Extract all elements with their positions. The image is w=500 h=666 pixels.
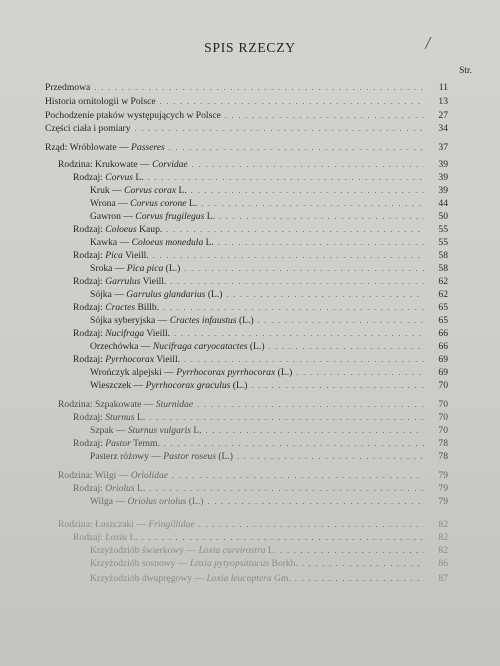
entry-text: (L.) (215, 451, 233, 462)
toc-entry (90, 262, 448, 275)
page-number: 62 (438, 276, 448, 287)
dot-leader (199, 518, 424, 531)
page-column-header: Str. (459, 66, 472, 76)
dot-leader (226, 288, 424, 301)
toc-entry (90, 314, 448, 327)
dot-leader (163, 301, 424, 314)
toc-entry (73, 275, 448, 288)
entry-text: L. (191, 425, 202, 436)
entry-text: Sójka syberyjska — (90, 315, 170, 326)
toc-entry (90, 197, 448, 210)
page-number: 39 (438, 159, 448, 170)
dot-leader (149, 482, 424, 495)
latin-name: Loxia curvirostra (198, 545, 266, 556)
toc-entry-title (90, 288, 222, 301)
latin-name: Cractes (105, 302, 136, 313)
toc-entry-title (45, 81, 90, 94)
entry-text: Przedmowa (45, 82, 91, 93)
entry-text: Krzyżodziób świerkowy — (90, 545, 199, 556)
dot-leader (148, 171, 424, 184)
latin-name: Sturnus (105, 412, 135, 423)
dot-leader (170, 275, 424, 288)
latin-name: Fringillidae (148, 519, 195, 530)
latin-name: Oriolus (105, 483, 135, 494)
toc-entry (90, 236, 448, 249)
latin-name: Passeres (131, 142, 165, 153)
latin-name: Sturnidae (155, 399, 194, 410)
entry-text: Wrończyk alpejski — (90, 367, 177, 378)
entry-text: Rodzaj: (73, 276, 106, 287)
page-number: 11 (438, 82, 448, 93)
toc-entry-title (90, 340, 265, 353)
dot-leader (184, 353, 424, 366)
toc-entry (90, 184, 448, 197)
dot-leader (142, 531, 424, 544)
entry-text: Vieill. (122, 250, 149, 261)
toc-entry-title (58, 158, 188, 171)
page-number: 39 (438, 185, 448, 196)
toc-entry (73, 171, 448, 184)
entry-text: Rodzaj: (73, 250, 106, 261)
entry-text: Rodzaj: (73, 172, 106, 183)
page-number: 78 (438, 451, 448, 462)
latin-name: Corvidae (152, 159, 188, 170)
toc-entry (90, 288, 448, 301)
dot-leader (280, 544, 424, 557)
toc-entry-title (58, 469, 168, 482)
entry-text: Rodzaj: (73, 438, 106, 449)
toc-entry (73, 437, 448, 450)
entry-text: (L.) (236, 315, 254, 326)
toc-entry-title (73, 327, 170, 340)
toc-entry-title (73, 249, 149, 262)
latin-name: Pyrrhocorax pyrrhocorax (176, 367, 276, 378)
toc-entry-title (58, 398, 193, 411)
toc-entry (90, 340, 448, 353)
toc-entry-title (45, 95, 156, 108)
toc-entry (90, 379, 448, 392)
entry-text: L. (186, 198, 198, 209)
dot-leader (164, 437, 424, 450)
page-number: 58 (438, 250, 448, 261)
toc-entry-title (90, 262, 180, 275)
dot-leader (184, 262, 424, 275)
entry-text: Kruk — (90, 185, 125, 196)
toc-entry-title (90, 424, 202, 437)
toc-entry (73, 249, 448, 262)
dot-leader (251, 379, 424, 392)
dot-leader (169, 141, 424, 154)
dot-leader (197, 398, 424, 411)
page-number: 66 (438, 341, 448, 352)
entry-text: Gm. (271, 573, 291, 584)
page-number: 78 (438, 438, 448, 449)
dot-leader (295, 572, 424, 585)
entry-text: Historia ornitologii w Polsce (45, 96, 156, 107)
dot-leader (207, 495, 424, 508)
toc-entry-title (90, 495, 203, 508)
toc-entry-title (90, 572, 291, 585)
toc-entry-title (90, 210, 215, 223)
toc-entry (90, 424, 448, 437)
page-number: 82 (438, 545, 448, 556)
latin-name: Coloeus monedula (131, 237, 204, 248)
toc-entry-title (90, 236, 214, 249)
latin-name: Garrulus (105, 276, 141, 287)
toc-entry (90, 450, 448, 463)
toc-entry (73, 411, 448, 424)
entry-text: Wilga — (90, 496, 128, 507)
toc-entry (58, 469, 448, 482)
entry-text: Rodzina: Wilgi — (58, 470, 131, 481)
entry-text: Rodzaj: (73, 483, 106, 494)
latin-name: Corvus corax (124, 185, 177, 196)
dot-leader (219, 210, 424, 223)
page-number: 66 (438, 328, 448, 339)
entry-text: (L.) (230, 380, 248, 391)
entry-text: L. (176, 185, 187, 196)
entry-text: L. (204, 211, 215, 222)
dot-leader (302, 557, 424, 570)
toc-entry (58, 398, 448, 411)
entry-text: Kawka — (90, 237, 132, 248)
page-number: 70 (438, 399, 448, 410)
page-number: 55 (438, 224, 448, 235)
latin-name: Pyrrhocorax (105, 354, 155, 365)
latin-name: Pica (105, 250, 123, 261)
entry-text: Rodzaj: (73, 532, 106, 543)
page-number: 70 (438, 425, 448, 436)
page-number: 79 (438, 496, 448, 507)
page-number: 58 (438, 263, 448, 274)
toc-entry-title (45, 141, 165, 154)
toc-entry-title (73, 171, 144, 184)
entry-text: L. (134, 412, 146, 423)
entry-text: Vieill. (140, 276, 167, 287)
dot-leader (149, 411, 424, 424)
latin-name: Corvus frugilegus (135, 211, 205, 222)
entry-text: Rząd: Wróblowate — (45, 142, 132, 153)
toc-entry (73, 223, 448, 236)
toc-entry-title (73, 531, 138, 544)
toc-entry-title (73, 437, 160, 450)
page-number: 34 (438, 123, 448, 134)
page-number: 27 (438, 110, 448, 121)
page-number: 69 (438, 367, 448, 378)
entry-text: L. (134, 483, 146, 494)
page-number: 79 (438, 483, 448, 494)
toc-entry (45, 109, 448, 122)
toc-entry (45, 141, 448, 154)
toc-entry (45, 95, 448, 108)
toc-entry-title (45, 122, 131, 135)
toc-entry (90, 495, 448, 508)
entry-text: Rodzaj: (73, 412, 106, 423)
page-number: 82 (438, 519, 448, 530)
toc-entry (45, 122, 448, 135)
entry-text: (L.) (186, 496, 204, 507)
entry-text: Kaup. (136, 224, 163, 235)
page-number: 62 (438, 289, 448, 300)
toc-entry-title (73, 275, 166, 288)
entry-text: Pochodzenie ptaków występujących w Polsce (45, 110, 221, 121)
entry-text: L. (203, 237, 214, 248)
latin-name: Oriolidae (130, 470, 169, 481)
dot-leader (153, 249, 424, 262)
page-number: 44 (438, 198, 448, 209)
toc-entry-title (90, 184, 187, 197)
page-number: 13 (438, 96, 448, 107)
dot-leader (218, 236, 424, 249)
page-number: 65 (438, 315, 448, 326)
latin-name: Loxia leucoptera (206, 573, 272, 584)
latin-name: Pastor (105, 438, 131, 449)
entry-text: (L.) (205, 289, 223, 300)
entry-text: Sroka — (90, 263, 127, 274)
dot-leader (166, 223, 424, 236)
dot-leader (258, 314, 424, 327)
latin-name: Nucifraga (105, 328, 145, 339)
dot-leader (174, 327, 424, 340)
toc-entry (90, 557, 448, 570)
entry-text: Temm. (130, 438, 160, 449)
page-number: 69 (438, 354, 448, 365)
entry-text: L. (127, 532, 138, 543)
latin-name: Pyrrhocorax graculus (145, 380, 231, 391)
latin-name: Pica pica (126, 263, 164, 274)
latin-name: Corvus (105, 172, 133, 183)
entry-text: Billb. (135, 302, 160, 313)
toc-entry-title (73, 301, 159, 314)
entry-text: Rodzaj: (73, 328, 106, 339)
toc-entry (73, 531, 448, 544)
toc-entry-title (90, 197, 197, 210)
dot-leader (237, 450, 424, 463)
page-title: SPIS RZECZY (204, 40, 296, 55)
entry-text: Borkh. (269, 558, 298, 569)
toc-entry-title (90, 314, 254, 327)
pencil-mark-icon (422, 36, 434, 50)
toc-entry (73, 353, 448, 366)
toc-entry (90, 572, 448, 585)
entry-text: Rodzina: Łuszczaki — (58, 519, 149, 530)
entry-text: (L.) (163, 263, 181, 274)
toc-entry-title (73, 482, 145, 495)
toc-entry (58, 518, 448, 531)
dot-leader (201, 197, 424, 210)
entry-text: Wrona — (90, 198, 131, 209)
page-number: 39 (438, 172, 448, 183)
dot-leader (206, 424, 424, 437)
toc-entry (73, 327, 448, 340)
entry-text: Vieill. (154, 354, 181, 365)
dot-leader (94, 81, 424, 94)
entry-text: Wieszczek — (90, 380, 146, 391)
toc-entry (58, 158, 448, 171)
entry-text: L. (132, 172, 144, 183)
latin-name: Loxia (105, 532, 128, 543)
page-number: 65 (438, 302, 448, 313)
entry-text: Sójka — (90, 289, 127, 300)
dot-leader (192, 158, 424, 171)
page-number: 70 (438, 412, 448, 423)
toc-entry-title (58, 518, 195, 531)
latin-name: Garrulus glandarius (126, 289, 206, 300)
entry-text: Rodzina: Szpakowate — (58, 399, 156, 410)
entry-text: Pasterz różowy — (90, 451, 164, 462)
dot-leader (172, 469, 424, 482)
entry-text: Rodzaj: (73, 302, 106, 313)
dot-leader (296, 366, 424, 379)
entry-text: L. (265, 545, 277, 556)
toc-entry-title (90, 379, 247, 392)
toc-entry-title (45, 109, 221, 122)
page-number: 37 (438, 142, 448, 153)
entry-text: Rodzina: Krukowate — (58, 159, 153, 170)
page-number: 87 (438, 573, 448, 584)
entry-text: Szpak — (90, 425, 128, 436)
page-number: 79 (438, 470, 448, 481)
page-number: 55 (438, 237, 448, 248)
entry-text: Krzyżodziób dwupręgowy — (90, 573, 207, 584)
latin-name: Oriolus oriolus (127, 496, 187, 507)
latin-name: Cractes infaustus (169, 315, 237, 326)
toc-entry (90, 544, 448, 557)
toc-entry (73, 482, 448, 495)
page-number: 50 (438, 211, 448, 222)
toc-entry (90, 210, 448, 223)
entry-text: Orzechówka — (90, 341, 153, 352)
entry-text: Rodzaj: (73, 354, 106, 365)
latin-name: Sturnus vulgaris (127, 425, 192, 436)
latin-name: Loxia pytyopsittacus (189, 558, 270, 569)
toc-entry-title (90, 366, 292, 379)
toc-entry (45, 81, 448, 94)
entry-text: Vieill. (144, 328, 171, 339)
latin-name: Nucifraga caryocatactes (152, 341, 248, 352)
toc-entry-title (73, 353, 180, 366)
page-number: 86 (438, 558, 448, 569)
dot-leader (269, 340, 424, 353)
entry-text: (L.) (275, 367, 293, 378)
dot-leader (225, 109, 424, 122)
entry-text: Części ciała i pomiary (45, 123, 131, 134)
dot-leader (135, 122, 424, 135)
entry-text: Gawron — (90, 211, 136, 222)
toc-entry-title (90, 544, 276, 557)
dot-leader (191, 184, 424, 197)
dot-leader (160, 95, 424, 108)
entry-text: (L.) (247, 341, 265, 352)
entry-text: Rodzaj: (73, 224, 106, 235)
latin-name: Pastor roseus (163, 451, 216, 462)
toc-entry (90, 366, 448, 379)
entry-text: Krzyżodziób sosnowy — (90, 558, 190, 569)
page-number: 70 (438, 380, 448, 391)
toc-entry-title (73, 223, 162, 236)
latin-name: Coloeus (105, 224, 137, 235)
toc-entry-title (73, 411, 145, 424)
toc-entry-title (90, 450, 233, 463)
toc-entry-title (90, 557, 298, 570)
latin-name: Corvus corone (130, 198, 187, 209)
page-number: 82 (438, 532, 448, 543)
toc-entry (73, 301, 448, 314)
